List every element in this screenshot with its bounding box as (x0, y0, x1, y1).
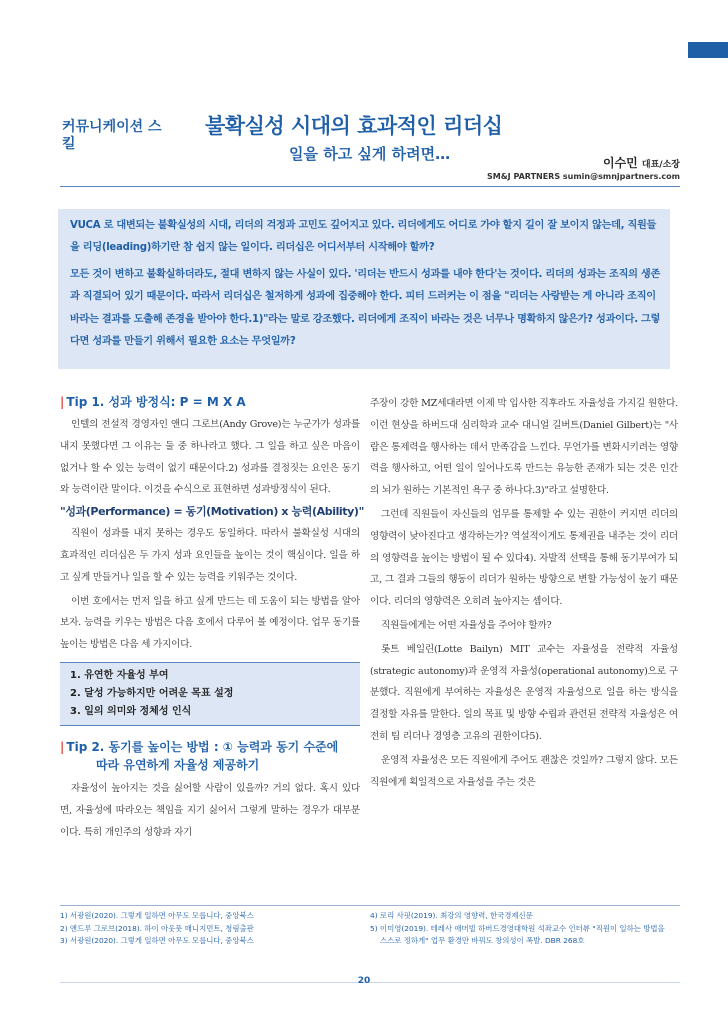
footnote-divider (60, 905, 680, 906)
page-number: 20 (357, 976, 371, 986)
footnote: 1) 서광원(2020). 그렇게 일하면 아무도 모릅니다, 중앙북스 (60, 911, 254, 920)
footnotes-left (60, 910, 360, 948)
left-column (60, 393, 364, 845)
list-item: 2. 달성 가능하지만 어려운 목표 설정 (70, 687, 234, 699)
author-company: SM&J PARTNERS sumin@smnjpartners.com (486, 172, 680, 181)
footnote: 3) 서광원(2020). 그렇게 일하면 아무도 모릅니다, 중앙북스 (60, 936, 254, 945)
body-paragraph: 이번 호에서는 먼저 일을 하고 싶게 만드는 데 도움이 되는 방법을 알아보자. 능력을 키우는 방법은 다음 호에서 다루어 볼 예정이다. 업무 동기를 높이는 방법은 다음 세 가지이다. (60, 595, 360, 651)
body-paragraph: 운영적 자율성은 모든 직원에게 주어도 괜찮은 것일까? 그렇지 않다. 모든 직원에게 획일적으로 자율성을 주는 것은 (370, 754, 678, 788)
tip2-title-line2: 따라 유연하게 자율성 제공하기 (96, 757, 260, 772)
body-paragraph: 직원이 성과를 내지 못하는 경우도 동일하다. 따라서 불확실성 시대의 효과적인 리더십은 두 가지 성과 요인들을 높이는 것이 핵심이다. 일을 하고 싶게 만들거나 일을 할 수 있는 능력을 키워주는 것이다. (60, 528, 360, 583)
author-name: 이수민 (602, 156, 638, 170)
body-paragraph: 직원들에게는 어떤 자율성을 주어야 할까? (381, 619, 552, 631)
section-category: 커뮤니케이션 스킬 (62, 119, 162, 152)
intro-paragraph-2: 모든 것이 변하고 불확실하더라도, 절대 변하지 않는 사실이 있다. '리더는 반드시 성과를 내야 한다'는 것이다. 리더의 성과는 조직의 생존과 직결되어 있기 때문이다. 따라서 리더십은 철저하게 성과에 집중해야 한다. 피터 드러커는 이 점을 "리더는 사랑받는 게 아니라 조직이 바라는 결과를 도출해 존경을 받아야 한다.1)"라는 말로 강조했다. 리더에게 조직이 바라는 것은 너무나 명확하지 않은가? 성과이다. 그렇다면 성과를 만들기 위해서 필요한 요소는 무엇일까? (70, 268, 661, 348)
page-edge-tab (688, 42, 728, 58)
footnote: 5) 이미영(2019). 테레사 애머빌 하버드경영대학원 석좌교수 인터뷰 "직원이 일하는 방법을 (370, 923, 665, 933)
footnote: 4) 로리 사핏(2019). 최강의 영향력, 한국경제신문 (370, 911, 533, 920)
tip-marker-icon: | (60, 739, 65, 754)
tip2-heading (60, 738, 360, 774)
tip1-title: Tip 1. 성과 방정식: P = M X A (66, 395, 246, 409)
intro-paragraph-1: VUCA 로 대변되는 불확실성의 시대, 리더의 걱정과 고민도 깊어지고 있다. 리더에게도 어디로 가야 할지 길이 잘 보이지 않는데, 직원들을 리딩(leading)하기란 참 쉽지 않는 일이다. 리더십은 어디서부터 시작해야 할까? (70, 220, 657, 254)
body-paragraph: 주장이 강한 MZ세대라면 이제 막 입사한 직후라도 자율성을 가지길 원한다. 이런 현상을 하버드대 심리학과 교수 대니얼 길버트(Daniel Gilbert)는 "사람은 통제력을 행사하는 데서 만족감을 느낀다. 무언가를 변화시키려는 영향력을 행사하고, 어떤 일이 일어나도록 만드는 유능한 존재가 되는 것은 인간의 뇌가 원하는 기본적인 욕구 중 하나다.3)"라고 설명한다. (370, 398, 678, 497)
intro-box (58, 209, 670, 369)
footnote: 2) 앤드루 그로브(2018). 하이 아웃풋 매니지먼트, 청림출판 (60, 923, 254, 933)
page-title: 불확실성 시대의 효과적인 리더십 (205, 114, 503, 138)
right-column (370, 393, 678, 795)
author-line (603, 154, 680, 171)
footnote-continuation: 스스로 정하게" 업무 환경만 바꿔도 창의성이 폭발. DBR 268호 (380, 936, 585, 945)
body-paragraph: 인텔의 전설적 경영자인 앤디 그로브(Andy Grove)는 누군가가 성과를 내지 못했다면 그 이유는 둘 중 하나라고 했다. 그 일을 하고 싶은 마음이 없거나 할 수 있는 능력이 없기 때문이다.2) 성과를 결정짓는 요인은 동기와 능력이란 말이다. 이것을 수식으로 표현하면 성과방정식이 된다. (60, 419, 360, 496)
body-paragraph: 그런데 직원들이 자신들의 업무를 통제할 수 있는 권한이 커지면 리더의 영향력이 낮아진다고 생각하는가? 역설적이게도 통제권을 내주는 것이 리더의 영향력을 높이는 방법이 될 수 있다4). 자발적 선택을 통해 동기부여가 되고, 그 결과 그들의 행동이 리더가 원하는 방향으로 변할 가능성이 높기 때문이다. 리더의 영향력은 오히려 높아지는 셈이다. (370, 508, 678, 608)
header-divider (60, 186, 680, 187)
performance-formula: "성과(Performance) = 동기(Motivation) x 능력(Ability)" (60, 505, 364, 519)
tip-marker-icon: | (60, 395, 65, 409)
list-item: 3. 일의 의미와 정체성 인식 (70, 705, 192, 717)
footnotes-right (370, 910, 680, 948)
body-paragraph: 자율성이 높아지는 것을 싫어할 사람이 있을까? 거의 없다. 혹시 있다면, 자율성에 따라오는 책임을 지기 싫어서 그렇게 말하는 경우가 대부분이다. 특히 개인주의 성향과 자기 (60, 782, 360, 838)
list-item: 1. 유연한 자율성 부여 (70, 669, 169, 681)
tip2-title-line1: Tip 2. 동기를 높이는 방법 : ① 능력과 동기 수준에 (66, 739, 339, 754)
body-paragraph: 롯트 베일린(Lotte Bailyn) MIT 교수는 자율성을 전략적 자율성(strategic autonomy)과 운영적 자율성(operational autonomy)으로 구분했다. 직원에게 부여하는 자율성은 운영적 자율성으로 일을 하는 방식을 결정할 자유를 말한다. 일의 목표 및 방향 수립과 관련된 전략적 자율성은 여전히 팀 리더나 경영층 고유의 권한이다5). (370, 643, 678, 742)
author-role: 대표/소장 (641, 160, 680, 170)
page-subtitle: 일을 하고 싶게 하려면… (289, 145, 451, 163)
motivation-list-box (60, 662, 360, 726)
tip1-heading (60, 393, 360, 410)
